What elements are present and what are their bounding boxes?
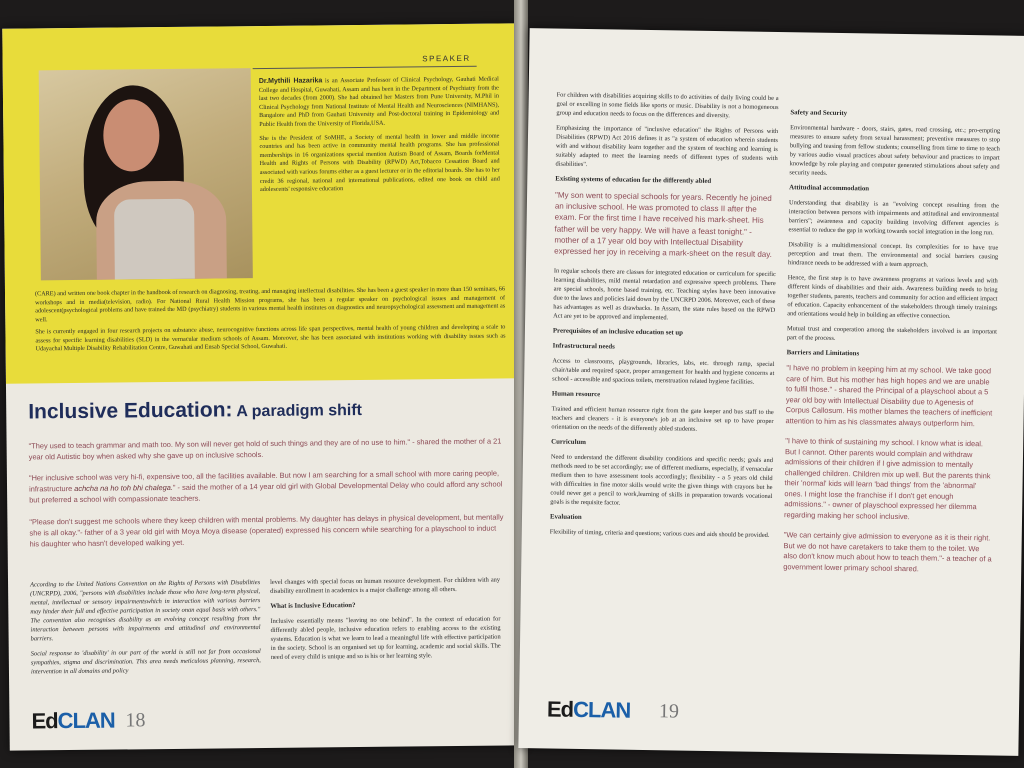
section-heading: Infrastructural needs (552, 342, 615, 351)
logo-ed: Ed (31, 708, 58, 734)
quote: "My son went to special schools for years. Recently he joined an inclusive school. He was promoted to class II after the exam. For the first time I have received his mark-sheet. His father will be very happy. We will have a feast tonight." - mother of a 17 year old boy with Intellectual Disability expressed her joy in receiving a mark-sheet on the result day. (554, 190, 772, 259)
article-title (28, 395, 508, 424)
section-heading: Barriers and Limitations (786, 349, 860, 358)
policy-paragraph: level changes with special focus on human resource development. For children with any disability enrollment in academics is a major challenge among all others. (270, 576, 501, 595)
left-column-1 (30, 578, 261, 682)
paragraph: Environmental hardware - doors, stairs, gates, road crossing, etc.; pro-empting measures to ensure safety from sexual harassment; preventive measures to stop bullying and teasing from fellow students; counselling from time to time to teach by various audio visual practices about safety behaviour and practices to impart knowledge by role playing and computer generated stimulations about safety and security needs. (789, 124, 1001, 177)
paragraph: Disability is a multidimensional concept. Its complexities for to have true perception and treat them. The environmental and social barriers causing hindrance needs to be addressed with a team approach. (787, 241, 999, 269)
quote-1: "They used to teach grammar and math too. My son will never get hold of such things and they are of no use to him." - shared the mother of a 21 year old Autistic boy when asked why she gave up on inclusive schools. (28, 436, 502, 462)
bio-president: She is the President of SoMHE, a Society of mental health in lower and middle income countries and has been active in community mental health programs. She has professional memberships in 16 organizations special mention Autism Board of Assam, Boards forMental Health and Rights of Persons with Disability (RPWD) Act,Tobacco Cessation Board and associated with various forums either as a guest lecturer or in the editorial boards. She has to her credit 36 regional, national and international publications, edited one book on child and adolescents' responsive education (259, 132, 500, 194)
title-sub: A paradigm shift (232, 401, 363, 421)
quote-3: "Please don't suggest me schools where they keep children with mental problems. My daughter has delays in physical development, but mentally she is all okay."- father of a 3 year old girl with Moya Moya disease (operated) expressed his concern while searching for a playschool to induct his daughter who hasn't developed walking yet. (29, 512, 504, 549)
section-heading: Existing systems of education for the differently abled (555, 175, 712, 185)
section-heading: What is Inclusive Education? (270, 602, 356, 610)
section-heading: Evaluation (549, 513, 582, 522)
edclan-logo (31, 708, 115, 735)
quote-2-part-b: " - said the mother of a 14 year old girl with Global Developmental Delay who could afford any school but preferred a school with compassionate teachers. (29, 479, 503, 505)
paragraph: Need to understand the different disability conditions and specific needs; goals and methods need to be set accordingly; use of different mediums, especially, if vernacular medium then to have assessment tools accordingly; flexibility - a 5 years old child with difficulties in fine motor skills would write the given things with crayons but he could never get a pencil to work,learning of skills in preparation towards vocational goals is the requisite factor. (550, 453, 773, 507)
logo-ed: Ed (546, 696, 574, 722)
quote-2-italic: achcha na ho toh bhi chalega. (74, 482, 173, 493)
bio-care: (CARE) and written one book chapter in the handbook of research on diagnosing, treating, and managing intellectual disabilities. She has been a guest speaker in more than 150 seminars, 66 workshops and in media(television, radio). For National Rural Health Mission programs, she has been a regular speaker on psychological issues and management of adolescent(psychological problems and have trained the MD (psychiatry) students in various mental health institutes on diagnostics and neuropsychological assessment and management as well. (34, 285, 506, 324)
edclan-logo (547, 696, 631, 723)
paragraph: Access to classrooms, playgrounds, libraries, labs, etc. through ramp, special chair/table and required space, proper arrangement for health and hygiene concerns at school - accessible and spacious toilets, menstruation related hygiene facilities. (552, 357, 775, 386)
left-column-2 (270, 576, 501, 668)
quote: "We can certainly give admission to everyone as it is their right. But we do not have caretakers to take them to the toilet. We also don't know much about how to teach them."- a teacher of a government lower primary school shared. (783, 530, 992, 573)
paragraph: Mutual trust and cooperation among the stakeholders involved is an important part of the process. (786, 325, 998, 342)
quote-2-part-a: "Her inclusive school was very hi-fi, expensive too, all the facilities available. But now I am searching for a small school with more caring people, infrastructure (28, 468, 500, 494)
right-column-1 (550, 91, 779, 547)
inclusive-paragraph: Inclusive essentially means "leaving no one behind". In the context of education for differently abled people, inclusive education refers to enabling access to the existing systems. Education is what we learn to lead a meaningful life with effective participation in the society. School is an organised set up for learning, academic and social skills. The need of every child is unique and so is his or her learning style. (270, 615, 501, 661)
quote-2 (29, 467, 505, 505)
section-tag: SPEAKER (422, 53, 471, 64)
section-heading: Safety and Security (790, 109, 848, 118)
right-column-2 (783, 104, 1000, 585)
page-number: 19 (658, 700, 680, 723)
speaker-name: Dr.Mythili Hazarika (258, 77, 323, 86)
paragraph: Hence, the first step is to have awareness programs at various levels and with different kinds of disabilities and their aids. Awareness building needs to bring together students, parents, teachers and community for action and efficient impact of education. Capacity enhancement of the stakeholders through timely trainings and orientations would help in building an effective connection. (787, 274, 998, 320)
section-heading: Attitudinal accommodation (789, 184, 870, 193)
bio-intro: is an Associate Professor of Clinical Psychology, Gauhati Medical College and Hospital, Guwahati, Assam and has been in the Department of Psychiatry from the last two decades (from 2000). She had obtained her Masters from Pune University, M.Phil in Clinical Psychology from National Institute of Mental Health and Neurosciences (NIMHANS), Bangalore and PhD from Gauhati University and Post-doctoral training in Epidemiology and Public Health from the University of Florida,USA. (258, 75, 500, 128)
bio-research: She is currently engaged in four research projects on substance abuse, neurocognitive functions across life span perspectives, mental health of young children and developing a scale to assess for specific learning disabilities (SLD) in the vernacular medium schools of Assam. Moreover, she has been associated with institutions working with disability issues such as Udayachal Multiple Disability Rehabilitation Centre, Guwahati and Ensab Special School, Guwahati. (35, 323, 506, 353)
speaker-bio (259, 76, 500, 200)
page-number: 18 (125, 709, 146, 732)
speaker-photo (39, 68, 253, 280)
logo-clan: CLAN (57, 707, 115, 734)
social-response-paragraph: Social response to 'disability' in our part of the world is still not far from occasional sympathies, stigma and discrimination. This area needs meticulous planning, research, intervention in all domains and policy (30, 648, 261, 676)
quote: "I have to think of sustaining my school. I know what is ideal. But I cannot. Other parents would complain and withdraw admissions of their children if I give admission to mentally challenged children. Children mix up well. But the parents think their 'normal' kids will learn 'bad things' from the 'abnormal' ones. I might lose the franchise if I don't get enough admissions." - owner of playschool expressed her dilemma regarding making her school inclusive. (784, 436, 991, 521)
paragraph: Understanding that disability is an "evolving concept resulting from the interaction between persons with impairments and attitudinal and environmental barriers"; awareness and capacity building involving different agencies is essential to reduce the gap in working towards social integration in the long run. (788, 199, 1000, 237)
uncrpd-paragraph: According to the United Nations Convention on the Rights of Persons with Disabilities (UNCRPD), 2006, "persons with disabilities include those who have long-term physical, mental, intellectual or sensory impairmentswhich in interaction with various barriers may hinder their full and effective participation in society onan equal basis with others." The convention also recognises disability as an evolving concept resulting from the interaction between persons with impairments and attitudinal and environmental barriers. (30, 579, 261, 643)
right-page (518, 28, 1024, 756)
paragraph: For children with disabilities acquiring skills to do activities of daily living could be a goal or excelling in some fields like sports or music. Disability is not a homogeneous group and education needs to focus on the differences and diversity. (556, 91, 779, 120)
paragraph: Trained and efficient human resource right from the gate keeper and bus staff to the teachers and cleaners - it is everyone's job at an inclusive set up to have proper orientation on the needs of the differently abled students. (551, 405, 774, 434)
left-page (2, 23, 524, 750)
section-heading: Prerequisites of an inclusive education set up (552, 327, 683, 337)
paragraph: Emphasizing the importance of "inclusive education" the Rights of Persons with Disabilities (RPWD) Act 2016 defines it as "a system of education wherein students with and without disability learn together and the system of teaching and learning is suitably adapted to meet the learning needs of different types of students with disabilities". (555, 124, 779, 169)
quote: "I have no problem in keeping him at my school. We take good care of him. But his mother has high hopes and we are unable to fulfil those." - shared the Principal of a playschool about a 5 year old boy with Intellectual Disability due to Agenesis of Corpus Callosum. His mother blames the teachers of inefficient attention to him as his classmates always outperform him. (785, 363, 993, 428)
section-heading: Curriculum (551, 438, 586, 447)
paragraph: Flexibility of timing, criteria and questions; various cues and aids should be provided. (549, 528, 770, 540)
title-main: Inclusive Education: (28, 398, 233, 424)
section-heading: Human resource (551, 390, 601, 399)
logo-clan: CLAN (572, 696, 631, 723)
paragraph: In regular schools there are classes for integrated education or curriculum for specific learning disabilities, mild mental retardation and expressive speech problems. There are special schools, home based training, etc. Teaching styles have been innovative due to the laws and policies laid down by the UNCRPD 2006. Moreover, each of these has advantages as well as drawbacks. In Assam, the state rules based on the RPWD Act are yet to be approved and implemented. (553, 267, 776, 322)
